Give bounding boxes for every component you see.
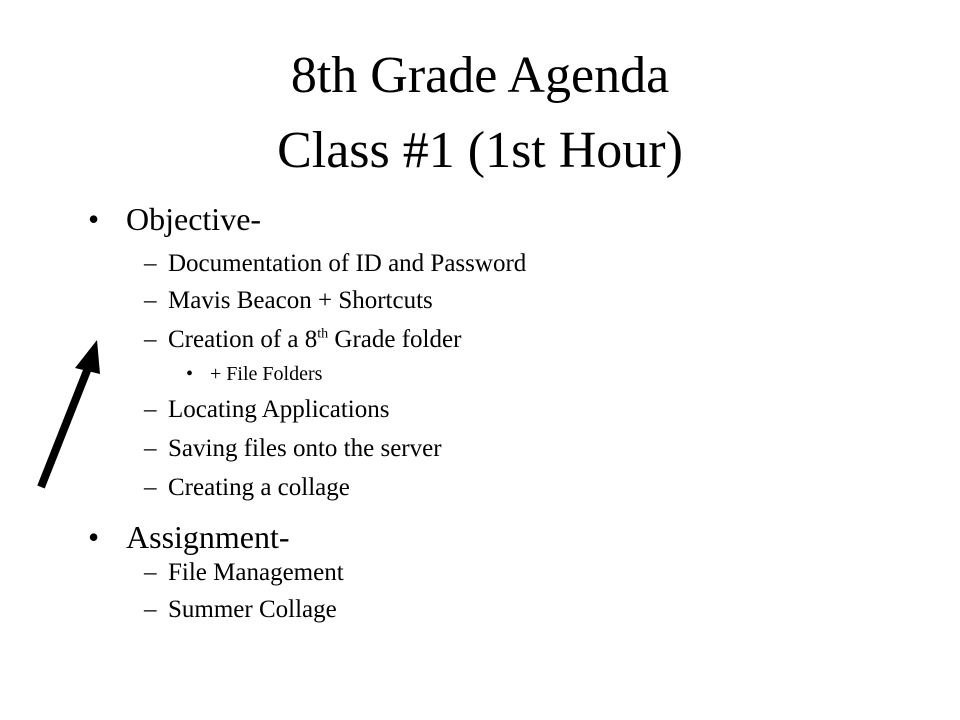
objective-item-text: Saving files onto the server [168,435,442,462]
dash-marker: – [144,287,157,314]
dash-marker: – [144,250,157,277]
assignment-item-text: File Management [168,559,344,586]
assignment-heading-text: Assignment- [126,519,290,555]
dash-marker: – [144,326,157,353]
objective-item-text: Mavis Beacon + Shortcuts [168,287,433,314]
objective-item-text: Creating a collage [168,474,350,501]
objective-item-text-before: Creation of a 8 [168,326,318,353]
dash-marker: – [144,435,157,462]
objective-item-superscript: th [317,326,329,342]
slide-title-line2: Class #1 (1st Hour) [277,122,683,179]
dash-marker: – [144,559,157,586]
objective-item-text-after: Grade folder [328,326,462,353]
objective-heading-text: Objective- [126,201,262,237]
dash-marker: – [144,596,157,623]
bullet-marker: • [186,363,194,385]
bullet-marker: • [88,519,100,555]
assignment-item-text: Summer Collage [168,596,337,623]
objective-item-text: Locating Applications [168,396,390,423]
dash-marker: – [144,474,157,501]
dash-marker: – [144,396,157,423]
objective-item-text: Documentation of ID and Password [168,250,527,277]
bullet-marker: • [88,201,100,237]
objective-subitem-text: + File Folders [210,363,323,385]
slide-title-line1: 8th Grade Agenda [290,47,670,104]
